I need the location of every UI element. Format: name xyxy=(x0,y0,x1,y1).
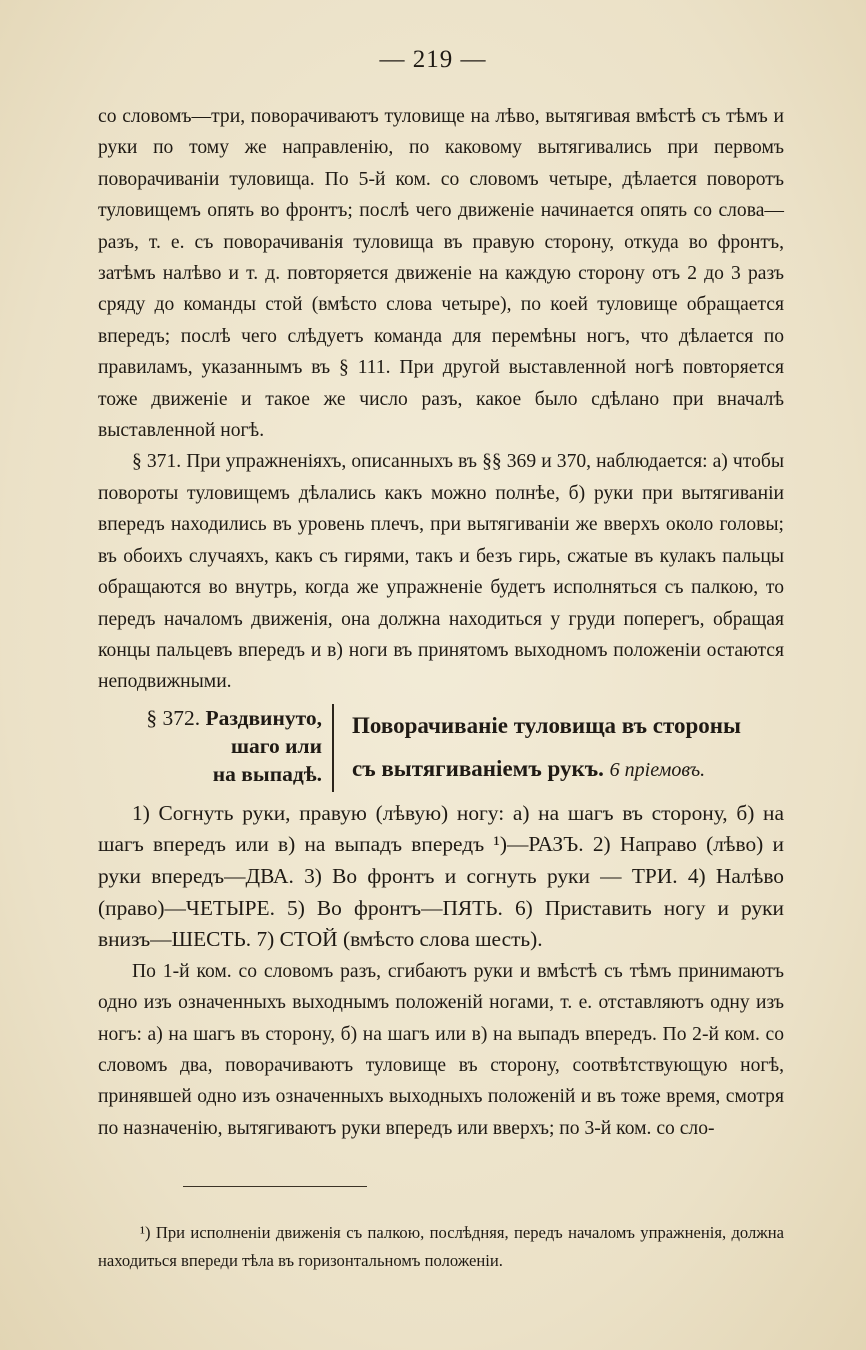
section-title-line-2: съ вытягиваніемъ рукъ. xyxy=(352,755,604,781)
footnote-divider xyxy=(183,1186,367,1187)
paragraph-commands: 1) Согнуть руки, правую (лѣвую) ногу: а) на шагъ въ сторону, б) на шагъ впередъ или в) на выпадъ впередъ ¹)—РАЗЪ. 2) Направо (лѣво) и руки впередъ—ДВА. 3) Во фронтъ и согнуть руки — ТРИ. 4) Налѣво (право)—ЧЕТЫРЕ. 5) Во фронтъ—ПЯТЬ. 6) Приставить ногу и руки внизъ—ШЕСТЬ. 7) СТОЙ (вмѣсто слова шесть). xyxy=(98,800,784,952)
section-number: § 372. xyxy=(146,705,201,730)
heading-bracket xyxy=(332,704,340,792)
section-heading-372 xyxy=(98,704,784,792)
footnote: ¹) При исполненіи движенія съ палкою, послѣдняя, передъ началомъ упражненія, должна находиться впереди тѣла въ горизонтальномъ положеніи. xyxy=(98,1222,784,1270)
heading-left-line-1: Раздвинуто, xyxy=(205,705,322,730)
paragraph-explanation: По 1-й ком. со словомъ разъ, сгибаютъ руки и вмѣстѣ съ тѣмъ принимаютъ одно изъ означенныхъ выходнымъ положеній ногами, т. е. отставляютъ одну изъ ногъ: а) на шагъ въ сторону, б) на шагъ или в) на выпадъ впередъ. По 2-й ком. со словомъ два, поворачиваютъ туловище въ сторону, соотвѣтствующую ногѣ, принявшей одно изъ означенныхъ выходныхъ положеній и въ тоже время, смотря по назначенію, вытягиваютъ руки впередъ или вверхъ; по 3-й ком. со сло- xyxy=(98,960,784,1139)
paragraph-continuation: со словомъ—три, поворачиваютъ туловище на лѣво, вытягивая вмѣстѣ съ тѣмъ и руки по тому же направленію, по каковому вытягивались при первомъ поворачиваніи туловища. По 5-й ком. со словомъ четыре, дѣлается поворотъ туловищемъ опять во фронтъ; послѣ чего движеніе начинается опять со слова—разъ, т. е. съ поворачиванія туловища въ правую сторону, откуда во фронтъ, затѣмъ налѣво и т. д. повторяется движеніе на каждую сторону отъ 2 до 3 разъ сряду до команды стой (вмѣсто слова четыре), по коей туловище обращается впередъ; послѣ чего слѣдуетъ команда для перемѣны ногъ, что дѣлается по правиламъ, указаннымъ въ § 111. При другой выставленной ногѣ повторяется тоже движеніе и такое же число разъ, какое было сдѣлано при вначалѣ выставленной ногѣ. xyxy=(98,106,784,442)
section-subtitle: 6 пріемовъ. xyxy=(609,758,706,781)
page-number: — 219 — xyxy=(379,46,487,73)
heading-left-line-2: шаго или xyxy=(230,733,322,758)
paragraph-section-371: § 371. При упражненіяхъ, описанныхъ въ §§ 369 и 370, наблюдается: а) чтобы повороты туловищемъ дѣлались какъ можно полнѣе, б) руки при вытягиваніи впередъ находились въ уровень плечъ, при вытягиваніи же вверхъ около головы; въ обоихъ случаяхъ, какъ съ гирями, такъ и безъ гирь, сжатые въ кулакъ пальцы обращаются во внутрь, когда же упражненіе будетъ исполняться съ палкою, то передъ началомъ движенія, она должна находиться у груди поперегъ, обращая концы пальцевъ впередъ и в) ноги въ принятомъ выходномъ положеніи остаются неподвижными. xyxy=(98,451,784,693)
page-body xyxy=(98,101,784,1144)
section-title: Поворачиваніе туловища въ стороны xyxy=(352,712,742,738)
section-heading-right xyxy=(352,704,784,792)
heading-left-line-3: на выпадѣ. xyxy=(212,761,322,786)
section-heading-left xyxy=(98,704,332,792)
